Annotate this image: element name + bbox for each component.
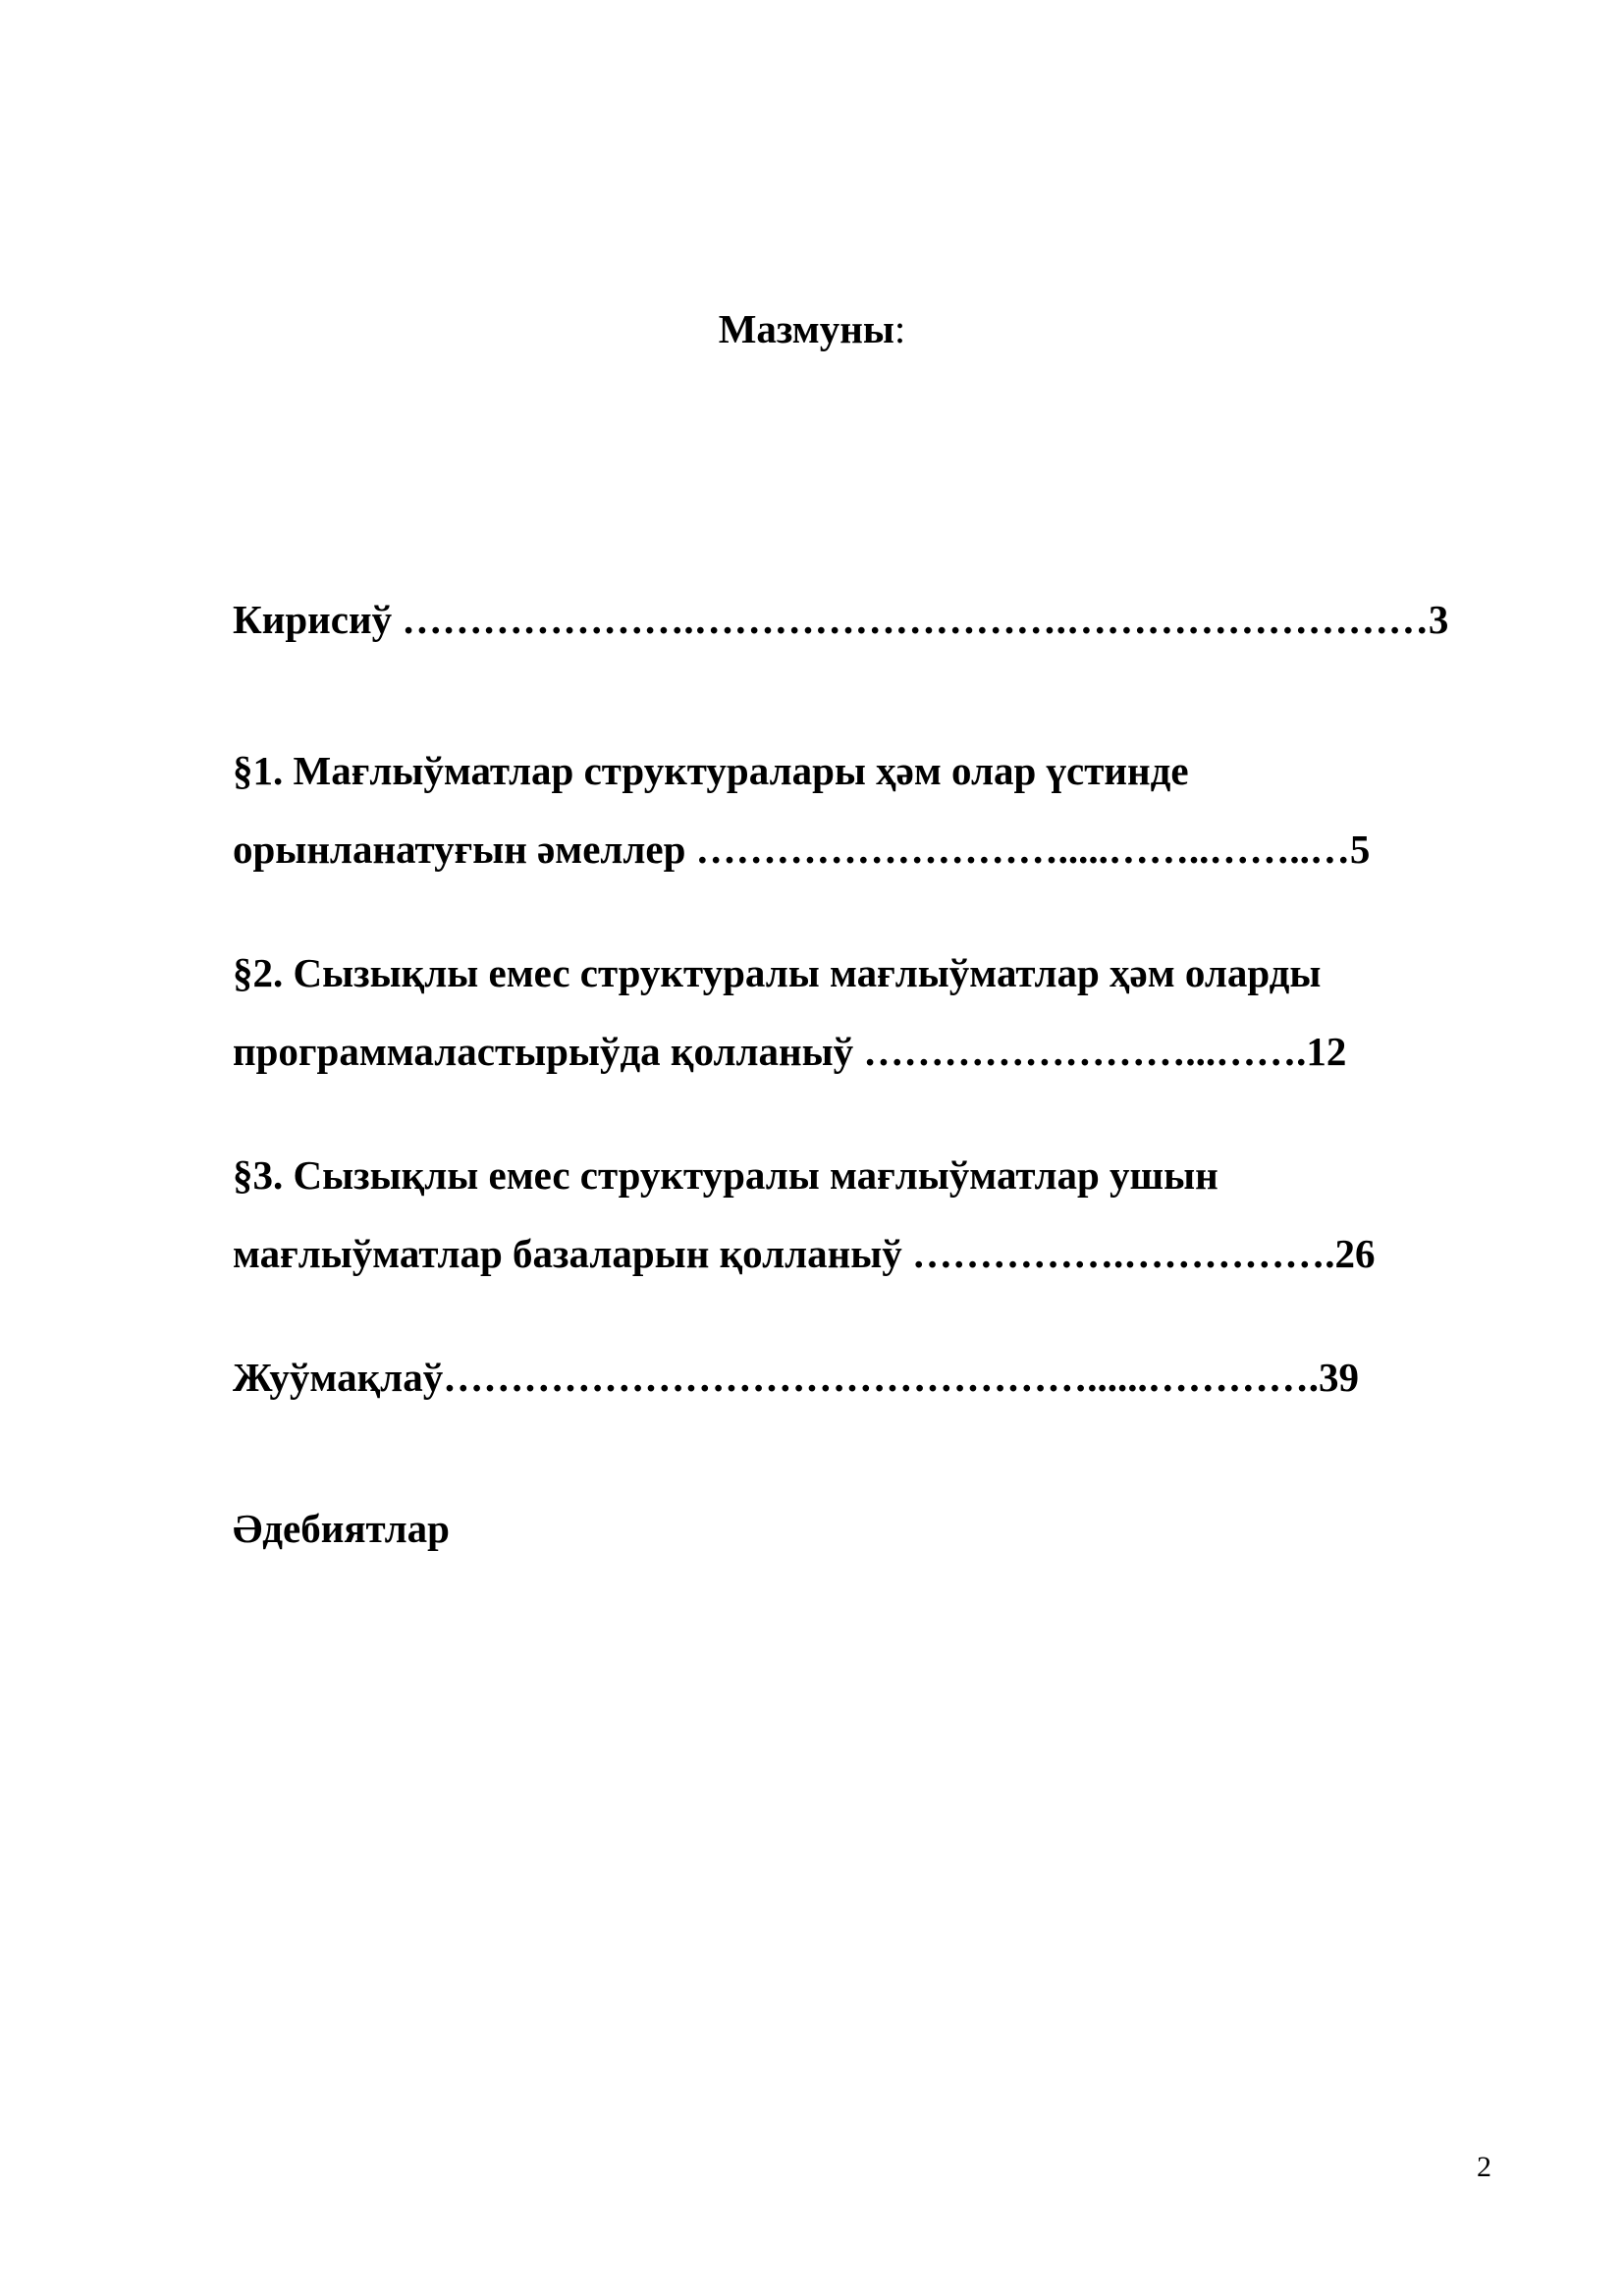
toc-entry-literature: Әдебиятлар — [233, 1506, 450, 1551]
toc-entry-section-3-line-2: мағлыўматлар базаларын қолланыў …………….…………….26 — [233, 1231, 1376, 1276]
toc-heading-colon: : — [893, 306, 906, 351]
toc-entry-section-2-line-1: §2. Сызықлы емес структуралы мағлыўматлар ҳәм оларды — [233, 950, 1322, 995]
toc-heading — [0, 304, 1624, 353]
toc-entry-section-1-line-1: §1. Мағлыўматлар структуралары ҳәм олар үстинде — [233, 748, 1189, 793]
toc-heading-text: Мазмуны — [718, 306, 894, 351]
toc-entry-intro: Кирисиў ………………….……………………….………………………3 — [233, 597, 1449, 642]
toc-entry-section-2-line-2: программаластырыўда қолланыў ……………………...…….12 — [233, 1029, 1347, 1074]
toc-entry-conclusion: Жуўмақлаў…………………………………………......………….39 — [233, 1355, 1359, 1400]
toc-entry-section-3-line-1: §3. Сызықлы емес структуралы мағлыўматлар ушын — [233, 1152, 1218, 1198]
page-number: 2 — [1477, 2151, 1491, 2183]
toc-entry-section-1-line-2: орынланатуғын әмеллер ……………………….....……..……..…5 — [233, 827, 1371, 872]
